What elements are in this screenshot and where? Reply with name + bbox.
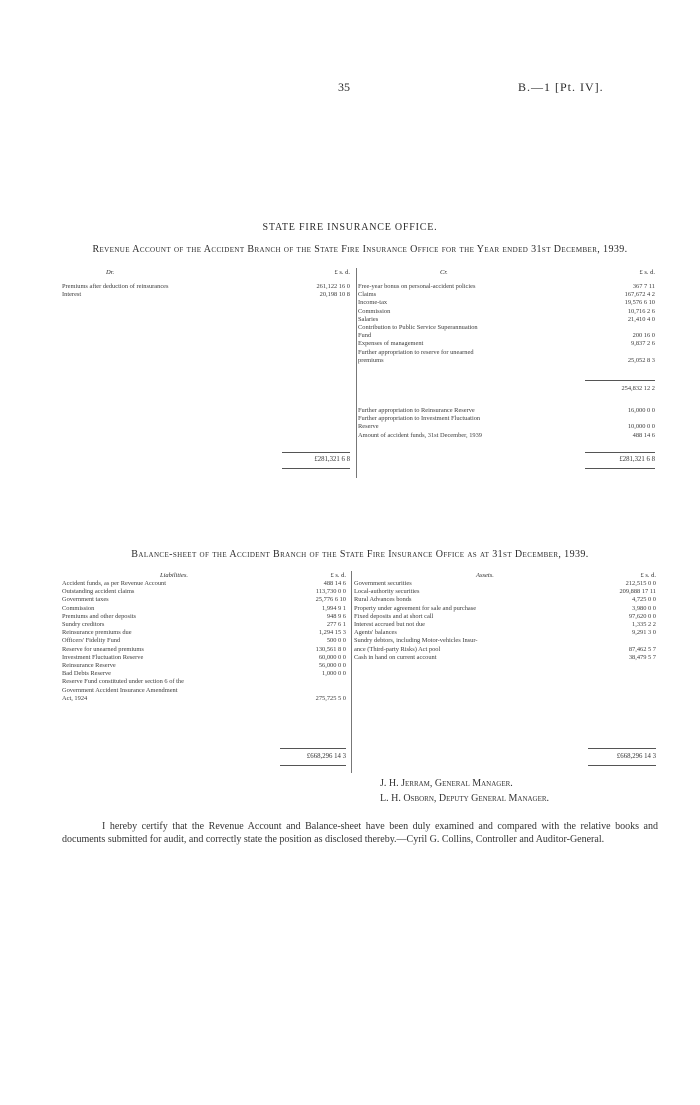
ledger-row-label: Reserve	[358, 423, 379, 431]
ledger-row-label: Further appropriation to Reinsurance Reserve	[358, 407, 475, 414]
ledger-row-label: Investment Fluctuation Reserve	[62, 653, 144, 661]
revenue-cr-heading: Cr.	[440, 269, 448, 276]
revenue-left-currency-heading: £ s. d.	[334, 269, 350, 276]
ledger-row-amount: 10,000 0 0	[627, 423, 655, 431]
ledger-row-label: Commission	[358, 307, 391, 315]
ledger-row-label: Contribution to Public Service Superannuation	[358, 324, 478, 331]
assets-heading: Assets.	[476, 572, 494, 579]
office-title: STATE FIRE INSURANCE OFFICE.	[262, 222, 438, 233]
ledger-row-amount: 948 9 6	[326, 612, 346, 620]
ledger-row-amount: 200 16 0	[632, 332, 655, 340]
revenue-right-total: £281,321 6 8	[619, 456, 655, 463]
ledger-row-label: Reserve Fund constituted under section 6 of the	[62, 678, 184, 686]
ledger-row-amount: 367 7 11	[632, 283, 655, 290]
ledger-row-amount: 488 14 6	[632, 431, 655, 439]
revenue-left-total: £281,321 6 8	[314, 456, 350, 463]
ledger-row-label: Further appropriation to reserve for unearned	[358, 348, 474, 356]
ledger-row-label: Reinsurance premiums due	[62, 629, 132, 637]
revenue-right-total-underline	[585, 468, 655, 469]
balance-left-total-rule	[280, 748, 346, 749]
signature-general-manager: J. H. Jerram, General Manager.	[380, 778, 513, 789]
ledger-row-amount: 9,291 3 0	[632, 629, 656, 637]
ledger-row-amount: 21,410 4 0	[627, 315, 655, 323]
ledger-row-label: premiums	[358, 356, 384, 364]
ledger-row-amount: 167,672 4 2	[624, 291, 655, 299]
ledger-row-amount: 1,294 15 3	[318, 629, 346, 637]
balance-right-total: £668,296 14 3	[616, 753, 656, 760]
ledger-row-label: Commission	[62, 604, 95, 612]
revenue-left-total-rule	[282, 452, 350, 453]
ledger-row-label: Bad Debts Reserve	[62, 670, 111, 678]
ledger-row-amount: 87,462 5 7	[628, 645, 656, 653]
ledger-row-amount: 56,000 0 0	[318, 662, 346, 669]
ledger-row-label: ance (Third-party Risks) Act pool	[354, 645, 441, 653]
balance-right-total-underline	[588, 765, 656, 766]
balance-left-total: £668,296 14 3	[306, 753, 346, 760]
ledger-row-label: Government securities	[354, 580, 412, 587]
signature-deputy-general-manager: L. H. Osborn, Deputy General Manager.	[380, 793, 550, 804]
revenue-left-total-underline	[282, 468, 350, 469]
ledger-row-amount: 113,730 0 0	[315, 588, 346, 596]
ledger-row-amount: 16,000 0 0	[627, 407, 655, 414]
auditor-certification: I hereby certify that the Revenue Account and Balance-sheet have been duly examined and compared with the relative books and documents submitted for audit, and correctly state the position as disclosed thereby.—Cyril G. Collins, Controller and Auditor-General.	[62, 821, 658, 845]
ledger-row-label: Reinsurance Reserve	[62, 662, 116, 669]
ledger-row-amount: 130,561 8 0	[315, 645, 346, 653]
ledger-row-amount: 3,980 0 0	[632, 604, 656, 612]
revenue-account-title: Revenue Account of the Accident Branch of the State Fire Insurance Office for the Year ended 31st December, 1939.	[92, 244, 628, 255]
balance-column-divider	[351, 571, 352, 773]
ledger-row-label: Property under agreement for sale and purchase	[354, 604, 477, 612]
ledger-row-amount: 212,515 0 0	[625, 580, 656, 587]
ledger-row-amount: 261,122 16 0	[316, 283, 350, 290]
ledger-row-label: Cash in hand on current account	[354, 653, 437, 661]
ledger-row-label: Officers' Fidelity Fund	[62, 637, 121, 645]
ledger-row-label: Further appropriation to Investment Fluctuation	[358, 415, 481, 423]
ledger-row-label: Expenses of management	[358, 340, 424, 348]
ledger-row-amount: 10,716 2 6	[627, 307, 655, 315]
ledger-row-label: Reserve for unearned premiums	[62, 645, 144, 653]
balance-left-total-underline	[280, 765, 346, 766]
ledger-row-label: Government Accident Insurance Amendment	[62, 686, 178, 694]
ledger-row-amount: 38,479 5 7	[628, 653, 656, 661]
ledger-row-amount: 19,576 6 10	[624, 299, 655, 307]
ledger-row-label: Interest accrued but not due	[354, 621, 425, 628]
ledger-row-label: Claims	[358, 291, 377, 299]
ledger-row-amount: 4,725 0 0	[632, 596, 656, 604]
ledger-row-label: Outstanding accident claims	[62, 588, 135, 596]
page-number: 35	[338, 80, 350, 94]
revenue-column-divider	[356, 268, 357, 478]
ledger-row-amount: 97,620 0 0	[628, 612, 656, 620]
ledger-row-label: Agents' balances	[354, 629, 397, 637]
ledger-row-amount: 1,335 2 2	[632, 621, 656, 628]
ledger-row-label: Salaries	[358, 315, 379, 323]
ledger-row-label: Income-tax	[358, 299, 388, 307]
balance-right-currency-heading: £ s. d.	[640, 572, 656, 579]
ledger-row-label: Sundry debtors, including Motor-vehicles Insur-	[354, 637, 478, 645]
ledger-row-label: Amount of accident funds, 31st December, 1939	[358, 431, 482, 439]
revenue-dr-heading: Dr.	[106, 269, 115, 276]
ledger-row-label: Act, 1924	[62, 694, 88, 702]
ledger-row-label: Premiums after deduction of reinsurances	[62, 283, 169, 290]
ledger-row-amount: 60,000 0 0	[318, 653, 346, 661]
ledger-row-amount: 500 0 0	[326, 637, 346, 645]
ledger-row-amount: 25,776 6 10	[315, 596, 346, 604]
ledger-row-amount: 275,725 5 0	[315, 694, 346, 702]
page-reference: B.—1 [Pt. IV].	[518, 80, 604, 94]
ledger-row-label: Government taxes	[62, 596, 109, 604]
ledger-row-amount: 9,837 2 6	[631, 340, 655, 348]
ledger-row-amount: 1,000 0 0	[322, 670, 346, 678]
ledger-row-label: Free-year bonus on personal-accident policies	[358, 283, 476, 290]
ledger-row-amount: 488 14 6	[323, 580, 346, 587]
revenue-subtotal-rule	[585, 380, 655, 381]
ledger-row-label: Fixed deposits and at short call	[354, 612, 434, 620]
revenue-right-currency-heading: £ s. d.	[639, 269, 655, 276]
ledger-row-amount: 209,888 17 11	[619, 588, 656, 596]
ledger-row-label: Premiums and other deposits	[62, 612, 137, 620]
balance-sheet-title: Balance-sheet of the Accident Branch of the State Fire Insurance Office as at 31st December, 1939.	[131, 549, 589, 560]
revenue-right-total-rule	[585, 452, 655, 453]
ledger-row-label: Fund	[358, 332, 372, 340]
ledger-row-label: Local-authority securities	[354, 588, 420, 596]
balance-left-currency-heading: £ s. d.	[330, 572, 346, 579]
ledger-row-amount: 25,052 8 3	[627, 356, 655, 364]
ledger-row-label: Accident funds, as per Revenue Account	[62, 580, 166, 587]
balance-right-total-rule	[588, 748, 656, 749]
ledger-row-label: Sundry creditors	[62, 621, 105, 628]
ledger-row-amount: 20,198 10 8	[319, 291, 350, 299]
ledger-row-amount: 1,994 9 1	[322, 604, 346, 612]
ledger-row-amount: 277 6 1	[326, 621, 346, 628]
liabilities-heading: Liabilities.	[160, 572, 188, 579]
ledger-row-label: Rural Advances bonds	[354, 596, 412, 604]
ledger-row-label: Interest	[62, 291, 82, 299]
